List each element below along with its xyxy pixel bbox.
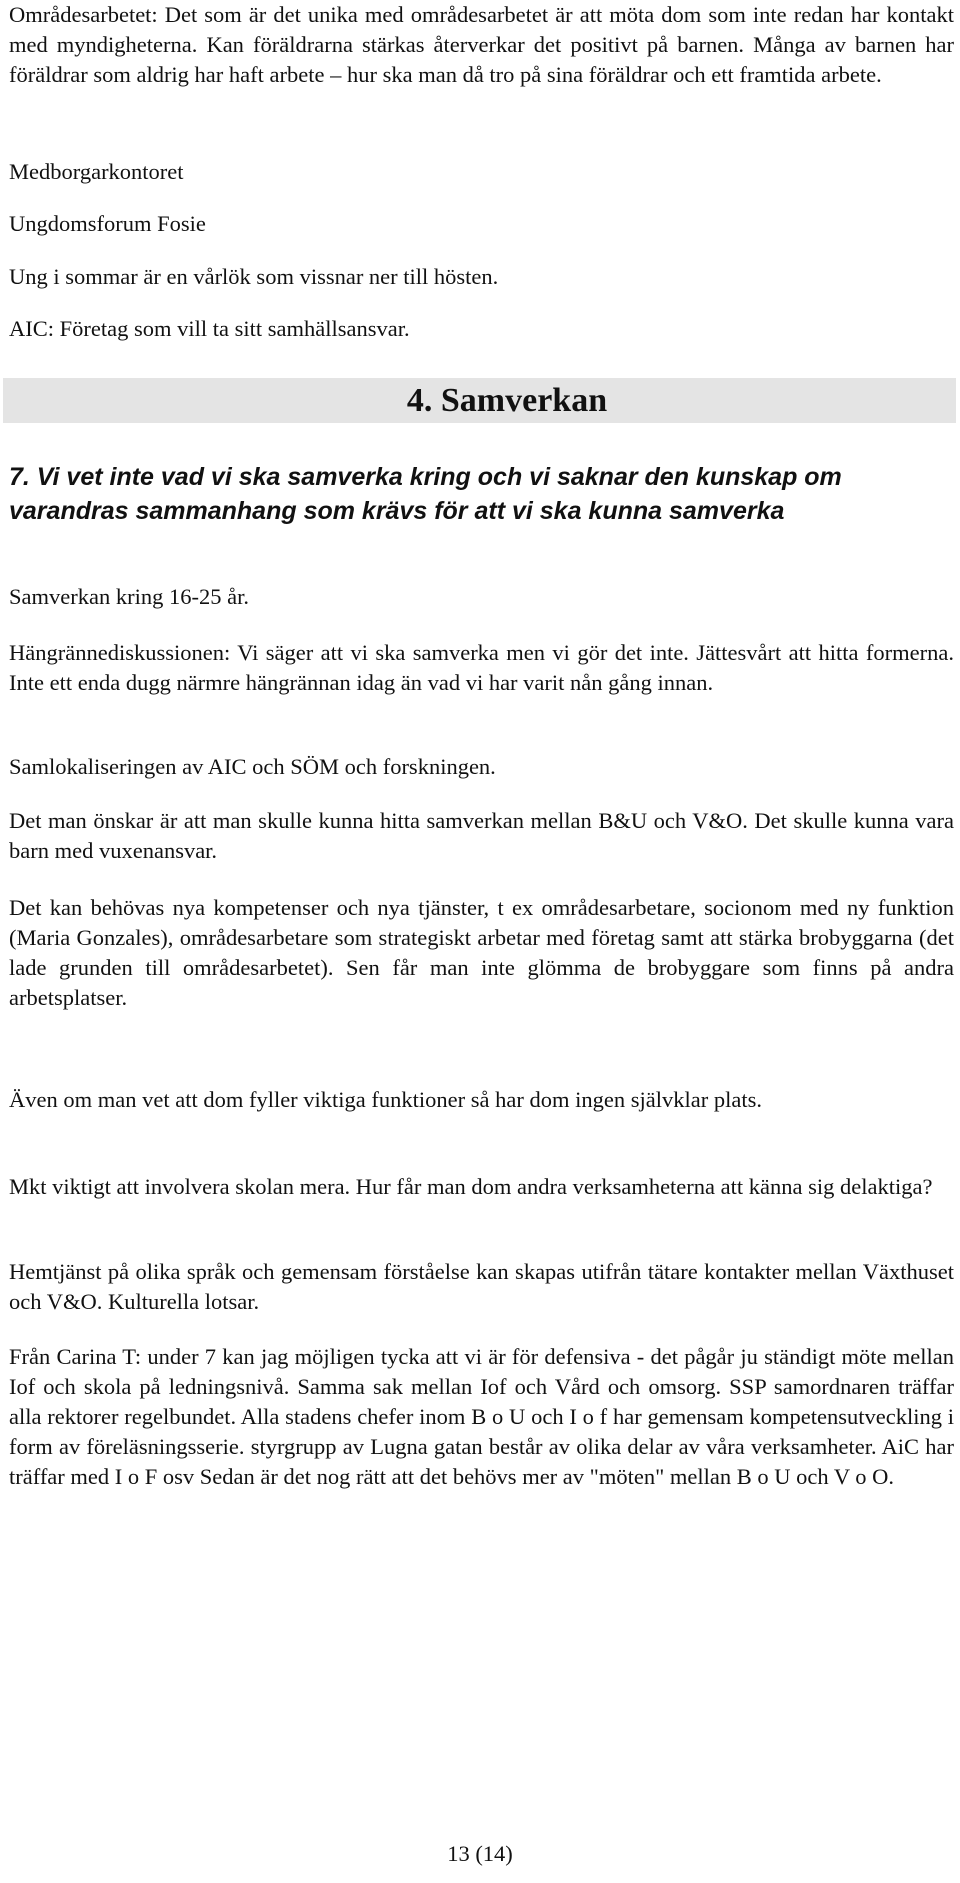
paragraph-det-man-onskar: Det man önskar är att man skulle kunna hitta samverkan mellan B&U och V&O. Det skulle kunna vara barn med vuxenansvar. [9, 808, 954, 863]
line-aic: AIC: Företag som vill ta sitt samhällsansvar. [9, 316, 410, 341]
paragraph-hemtjanst: Hemtjänst på olika språk och gemensam förståelse kan skapas utifrån tätare kontakter mellan Växthuset och V&O. Kulturella lotsar. [9, 1259, 954, 1314]
section-heading-band [3, 378, 956, 423]
paragraph-hangranne: Hängrännediskussionen: Vi säger att vi ska samverka men vi gör det inte. Jättesvårt att hitta formerna. Inte ett enda dugg närmre hängrännan idag än vad vi har varit nån gång innan. [9, 640, 954, 695]
section-subheading: 7. Vi vet inte vad vi ska samverka kring och vi saknar den kunskap om varandras sammanhang som krävs för att vi ska kunna samverka [9, 463, 842, 525]
paragraph-samverkan-16-25: Samverkan kring 16-25 år. [9, 584, 249, 609]
intro-paragraph: Områdesarbetet: Det som är det unika med områdesarbetet är att möta dom som inte redan har kontakt med myndigheterna. Kan föräldrarna stärkas återverkar det positivt på barnen. Många av barnen har föräldrar som aldrig har haft arbete – hur ska man då tro på sina föräldrar och ett framtida arbete. [9, 2, 954, 87]
page-number: 13 (14) [447, 1841, 513, 1866]
paragraph-kompetenser: Det kan behövas nya kompetenser och nya tjänster, t ex områdesarbetare, socionom med ny funktion (Maria Gonzales), områdesarbetare som strategiskt arbetar med företag samt att stärka brobyggarna (det lade grunden till områdesarbetet). Sen får man inte glömma de brobyggare som finns på andra arbetsplatser. [9, 895, 954, 1010]
line-medborgarkontoret: Medborgarkontoret [9, 159, 184, 184]
paragraph-aven-om: Även om man vet att dom fyller viktiga funktioner så har dom ingen självklar plats. [9, 1087, 762, 1112]
paragraph-carina: Från Carina T: under 7 kan jag möjligen tycka att vi är för defensiva - det pågår ju ständigt möte mellan Iof och skola på ledningsnivå. Samma sak mellan Iof och Vård och omsorg. SSP samordnaren träffar alla rektorer regelbundet. Alla stadens chefer inom B o U och I o f har gemensam kompetensutveckling i form av föreläsningsserie. styrgrupp av Lugna gatan består av olika delar av våra verksamheter. AiC har träffar med I o F osv Sedan är det nog rätt att det behövs mer av "möten" mellan B o U och V o O. [9, 1344, 954, 1489]
line-ungdomsforum: Ungdomsforum Fosie [9, 211, 206, 236]
paragraph-mkt-viktigt: Mkt viktigt att involvera skolan mera. Hur får man dom andra verksamheterna att känna sig delaktiga? [9, 1174, 933, 1199]
line-ung-i-sommar: Ung i sommar är en vårlök som vissnar ner till hösten. [9, 264, 499, 289]
section-heading: 4. Samverkan [406, 382, 608, 419]
paragraph-samlokalisering: Samlokaliseringen av AIC och SÖM och forskningen. [9, 754, 496, 779]
